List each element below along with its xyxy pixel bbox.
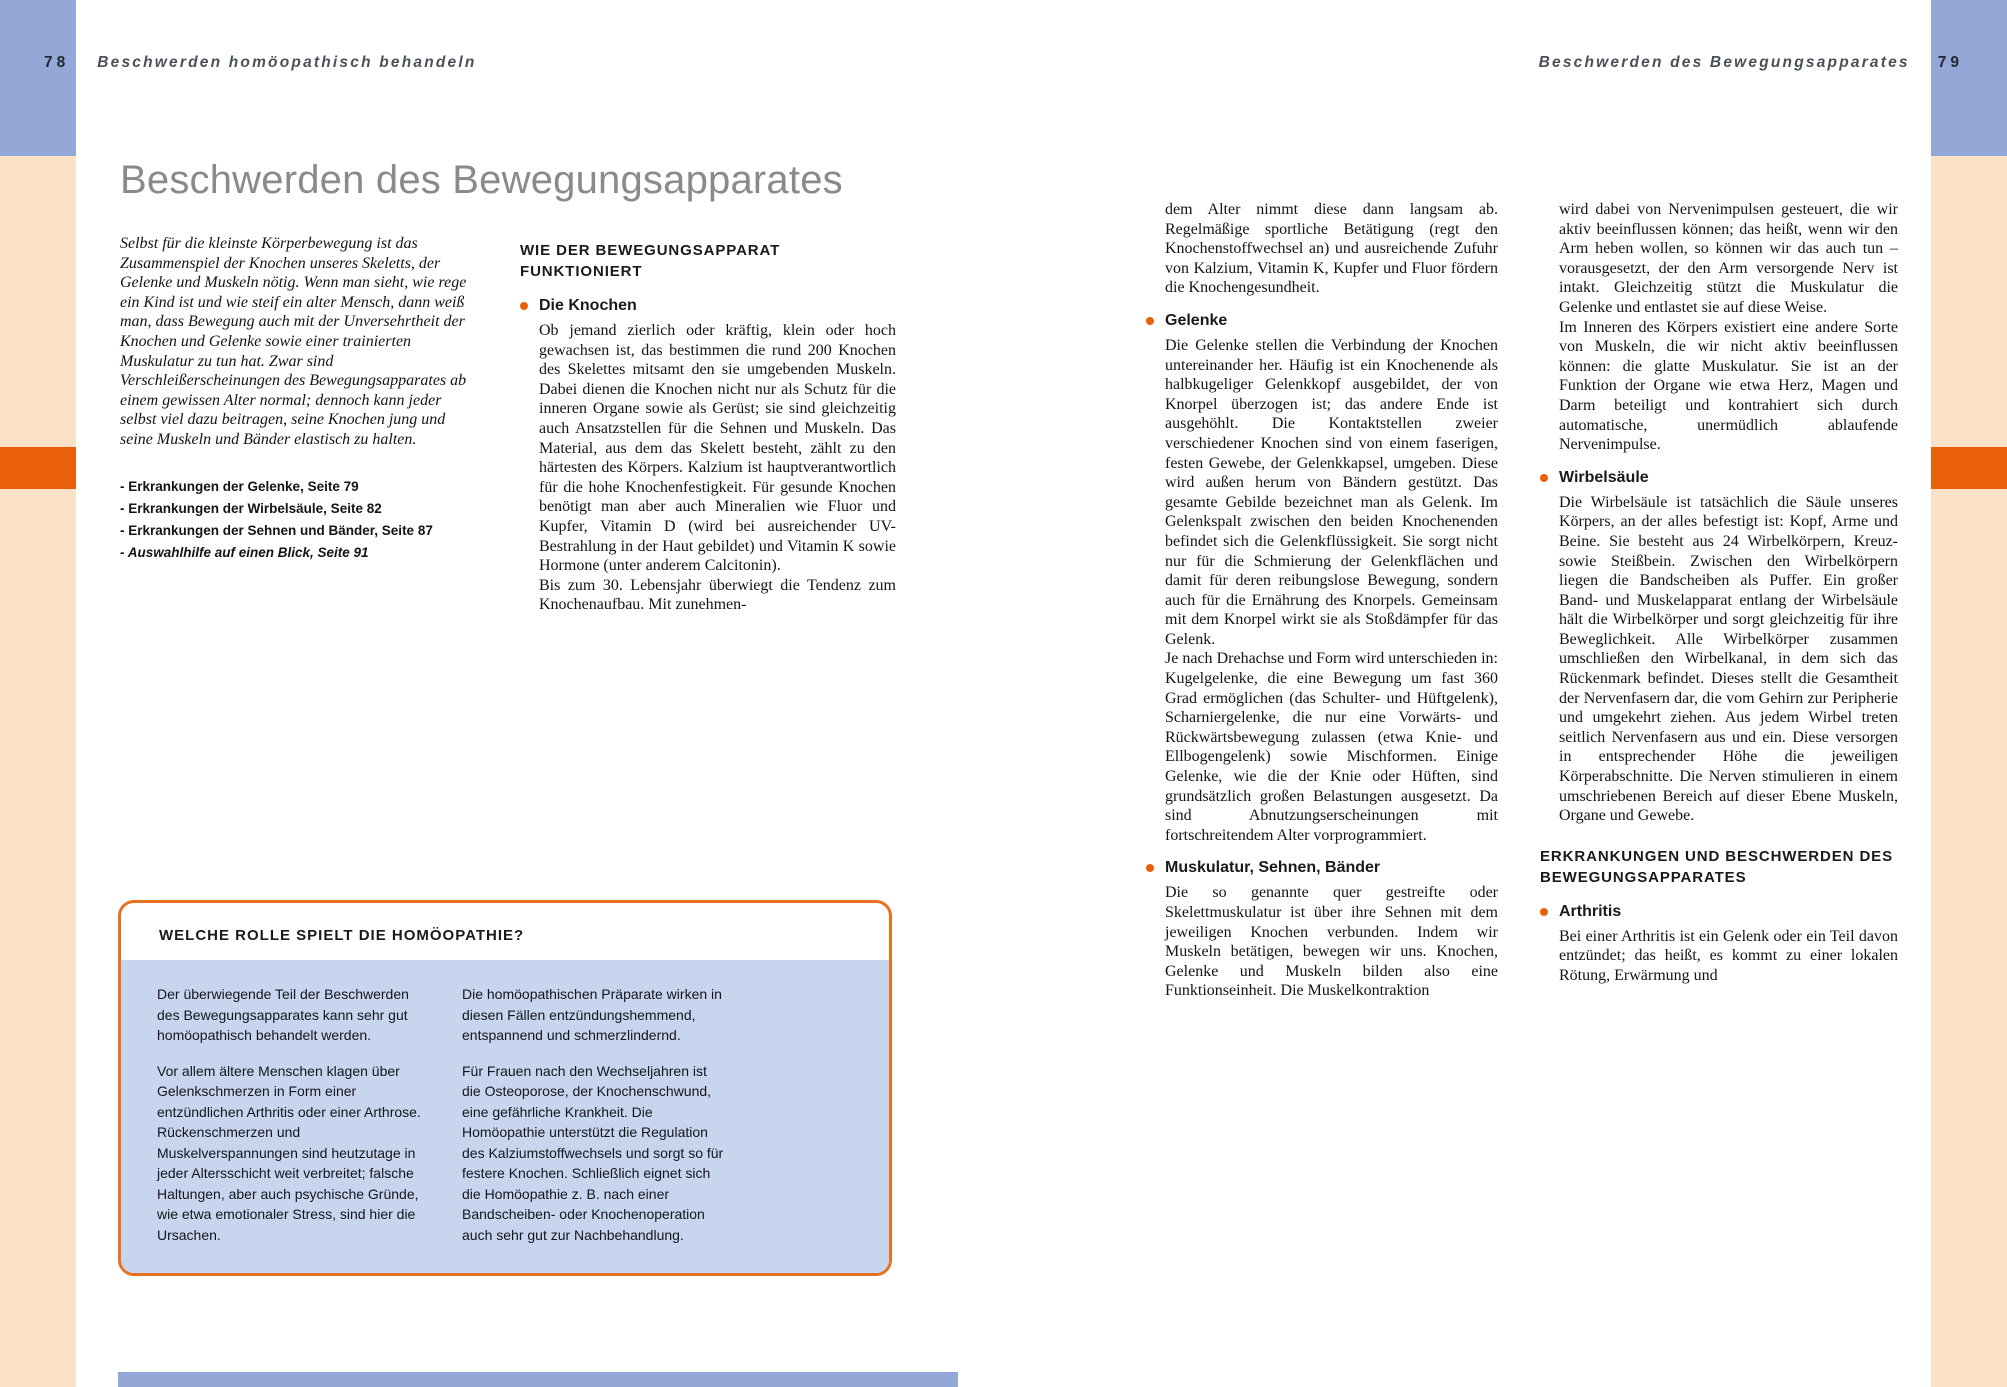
toc-item-wirbelsaeule: - Erkrankungen der Wirbelsäule, Seite 82	[120, 500, 382, 516]
paragraph-gelenke-1: Die Gelenke stellen die Verbindung der Knochen untereinander her. Häufig ist ein Knochenende als halbkugeliger Gelenkkopf ausgebildet, der von Knorpel überzogen ist; das andere Ende ist ausgehöhlt. Die Kontaktstellen zweier verschiedener Knochen sind von einem faserigen, festen Gewebe, der Gelenkkapsel, umgeben. Diese wird außen herum von Bändern gestützt. Das gesamte Gebilde bezeichnet man als Gelenk. Im Gelenkspalt zwischen den beiden Knochenenden befindet sich die Gelenkflüssigkeit. Sie sorgt nicht nur für die Schmierung der Gelenkflächen und damit für deren reibungslose Bewegung, sondern auch für die Ernährung des Knorpels. Gemeinsam mit dem Knorpel wirkt sie als Stoßdämpfer für das Gelenk.	[1165, 336, 1498, 648]
running-header-left: Beschwerden homöopathisch behandeln	[97, 54, 477, 71]
bullet-icon	[1540, 474, 1548, 482]
page-number-right: 79	[1937, 54, 1963, 71]
paragraph-knochen-1: Ob jemand zierlich oder kräftig, klein oder hoch gewachsen ist, das bestimmen die rund 200 Knochen des Skelettes mitsamt den sie umgebenden Muskeln. Dabei dienen die Knochen nicht nur als Schutz für die inneren Organe sowie als Gerüst; sie sind gleichzeitig auch Ansatzstellen für die Sehnen und Muskeln. Das Material, aus dem das Skelett besteht, zählt zu den härtesten des Körpers. Kalzium ist hauptverantwortlich für die hohe Knochenfestigkeit. Für gesunde Knochen benötigt man aber auch Mineralien wie Fluor und Kupfer, Vitamin D (wird bei ausreichender UV-Bestrahlung in der Haut gebildet) und Vitamin K sowie Hormone (unter anderem Calcitonin).	[539, 322, 896, 575]
paragraph-muskulatur-continued: wird dabei von Nervenimpulsen gesteuert, die wir aktiv beeinflussen können; das heißt, wenn wir den Arm heben wollen, so können wir das auch tun – vorausgesetzt, der den Arm versorgende Nerv ist intakt. Gleichzeitig stützt die Muskulatur die Gelenke und entlastet sie auf diese Weise.	[1559, 201, 1898, 316]
left-margin-band	[0, 0, 76, 1387]
info-box-paragraph: Für Frauen nach den Wechseljahren ist die Osteoporose, der Knochenschwund, eine gefährliche Krankheit. Die Homöopathie unterstützt die Regulation des Kalziumstoffwechsels und sorgt so für festere Knochen. Schließlich eignet sich die Homöopathie z. B. nach einer Bandscheiben- oder Knochenoperation auch sehr gut zur Nachbehandlung.	[462, 1062, 724, 1243]
bullet-icon	[1146, 864, 1154, 872]
bullet-icon	[520, 302, 528, 310]
bullet-icon	[1146, 317, 1154, 325]
paragraph-muskulatur: Die so genannte quer gestreifte oder Skelettmuskulatur ist über ihre Sehnen mit dem jeweiligen Knochen verbunden. Indem wir Muskeln betätigen, bewegen wir uns. Knochen, Gelenke und Muskeln bilden also eine Funktionseinheit. Die Muskelkontraktion	[1165, 884, 1498, 1000]
right-band-blue-block	[1931, 0, 2007, 156]
right-page-column-1	[1146, 200, 1498, 1001]
bottom-blue-bar	[118, 1372, 958, 1387]
paragraph-knochen-continued: dem Alter nimmt diese dann langsam ab. Regelmäßige sportliche Betätigung (regt den Knochenstoffwechsel an) und ausreichende Zufuhr von Kalzium, Vitamin K, Kupfer und Fluor fördern die Knochengesundheit.	[1165, 201, 1498, 297]
right-page-column-2	[1540, 200, 1898, 986]
heading-muskulatur	[1165, 858, 1498, 878]
heading-die-knochen-label: Die Knochen	[539, 297, 637, 314]
section-heading-erkrankungen: ERKRANKUNGEN UND BESCHWERDEN DES BEWEGUNGSAPPARATES	[1540, 847, 1893, 886]
paragraph-glatte-muskulatur: Im Inneren des Körpers existiert eine andere Sorte von Muskeln, die wir nicht aktiv beeinflussen können: die glatte Muskulatur. Sie ist an der Funktion der Organe wie etwa Herz, Magen und Darm beteiligt und kontrahiert sich durch automatische, unermüdlich ablaufende Nervenimpulse.	[1559, 318, 1898, 454]
heading-wirbelsaeule	[1559, 468, 1898, 488]
info-box-body	[121, 960, 889, 1273]
heading-gelenke	[1165, 311, 1498, 331]
right-band-orange-block	[1931, 447, 2007, 489]
toc-item-sehnen-baender: - Erkrankungen der Sehnen und Bänder, Seite 87	[120, 522, 433, 538]
homeopathy-info-box	[118, 900, 892, 1276]
intro-paragraph: Selbst für die kleinste Körperbewegung ist das Zusammenspiel der Knochen unseres Skeletts, der Gelenke und Muskeln nötig. Wenn man sieht, wie rege ein Kind ist und wie steif ein alter Mensch, dann weiß man, dass Bewegung auch mit der Unversehrtheit der Knochen und Gelenke sowie einer trainierten Muskulatur zu tun hat. Zwar sind Verschleißerscheinungen des Bewegungsapparates ab einem gewissen Alter normal; dennoch kann jeder selbst viel dazu beitragen, seine Knochen jung und seine Muskeln und Bänder elastisch zu halten.	[120, 235, 467, 448]
section-heading-funktion: WIE DER BEWEGUNGSAPPARAT FUNKTIONIERT	[520, 242, 781, 280]
bullet-icon	[1540, 908, 1548, 916]
info-box-paragraph: Vor allem ältere Menschen klagen über Gelenkschmerzen in Form einer entzündlichen Arthritis oder einer Arthrose. Rückenschmerzen und Muskelverspannungen sind heutzutage in jeder Altersschicht weit verbreitet; falsche Haltungen, aber auch psychische Gründe, wie etwa emotionaler Stress, sind hier die Ursachen.	[157, 1062, 421, 1243]
heading-arthritis	[1559, 902, 1898, 922]
info-box-column-2	[462, 984, 727, 1245]
heading-die-knochen	[539, 296, 896, 316]
left-page-intro-column	[120, 234, 476, 564]
right-margin-band	[1931, 0, 2007, 1387]
left-page-text-column	[520, 240, 896, 615]
info-box-paragraph: Der überwiegende Teil der Beschwerden des Bewegungsapparates kann sehr gut homöopathisch behandelt werden.	[157, 986, 409, 1043]
running-head-left	[44, 54, 477, 72]
info-box-title: WELCHE ROLLE SPIELT DIE HOMÖOPATHIE?	[159, 927, 525, 944]
running-head-right	[1539, 54, 1963, 72]
paragraph-gelenke-2: Je nach Drehachse und Form wird unterschieden in: Kugelgelenke, die eine Bewegung um fast 360 Grad ermöglichen (das Schulter- und Hüftgelenk), Scharniergelenke, die nur eine Vorwärts- und Rückwärtsbewegung zulassen (etwa Knie- und Ellbogengelenk) sowie Mischformen. Einige Gelenke, wie die der Knie oder Hüften, sind grundsätzlich großen Belastungen ausgesetzt. Da sind Abnutzungserscheinungen mit fortschreitendem Alter vorprogrammiert.	[1165, 650, 1498, 844]
heading-arthritis-label: Arthritis	[1559, 902, 1622, 920]
chapter-toc-list	[120, 476, 476, 564]
heading-gelenke-label: Gelenke	[1165, 311, 1228, 329]
paragraph-arthritis: Bei einer Arthritis ist ein Gelenk oder ein Teil davon entzündet; das heißt, es kommt zu einer lokalen Rötung, Erwärmung und	[1559, 927, 1898, 984]
paragraph-knochen-2: Bis zum 30. Lebensjahr überwiegt die Tendenz zum Knochenaufbau. Mit zunehmen-	[539, 576, 896, 614]
running-header-right: Beschwerden des Bewegungsapparates	[1538, 54, 1910, 71]
toc-item-auswahlhilfe: - Auswahlhilfe auf einen Blick, Seite 91	[120, 544, 369, 560]
toc-item-gelenke: - Erkrankungen der Gelenke, Seite 79	[120, 478, 359, 494]
info-box-column-1	[157, 984, 422, 1245]
heading-wirbelsaeule-label: Wirbelsäule	[1559, 468, 1649, 486]
chapter-title: Beschwerden des Bewegungsapparates	[120, 158, 843, 202]
left-band-orange-block	[0, 447, 76, 489]
heading-muskulatur-label: Muskulatur, Sehnen, Bänder	[1165, 859, 1381, 877]
left-band-blue-block	[0, 0, 76, 156]
page-number-left: 78	[44, 54, 70, 71]
info-box-paragraph: Die homöopathischen Präparate wirken in diesen Fällen entzündungshemmend, entspannend und schmerzlindernd.	[462, 986, 722, 1043]
paragraph-wirbelsaeule: Die Wirbelsäule ist tatsächlich die Säule unseres Körpers, an der alles befestigt ist: Kopf, Arme und Beine. Sie besteht aus 24 Wirbelkörpern, Kreuz- sowie Steißbein. Zwischen den Wirbelkörpern liegen die Bandscheiben als Puffer. Ein großer Band- und Muskelapparat entlang der Wirbelsäule hält die Wirbelkörper und sorgt gleichzeitig für ihre Beweglichkeit. Alle Wirbelkörper zusammen umschließen den Wirbelkanal, in dem sich das Rückenmark befindet. Dieses stellt die Gesamtheit der Nervenfasern dar, die vom Gehirn zur Peripherie und umgekehrt ziehen. Aus jedem Wirbel treten seitlich Nervenfasern aus und ein. Diese versorgen in entsprechender Höhe die jeweiligen Körperabschnitte. Die Nerven stimulieren in einem umschriebenen Bereich auf dieser Ebene Muskeln, Organe und Gewebe.	[1559, 493, 1898, 825]
